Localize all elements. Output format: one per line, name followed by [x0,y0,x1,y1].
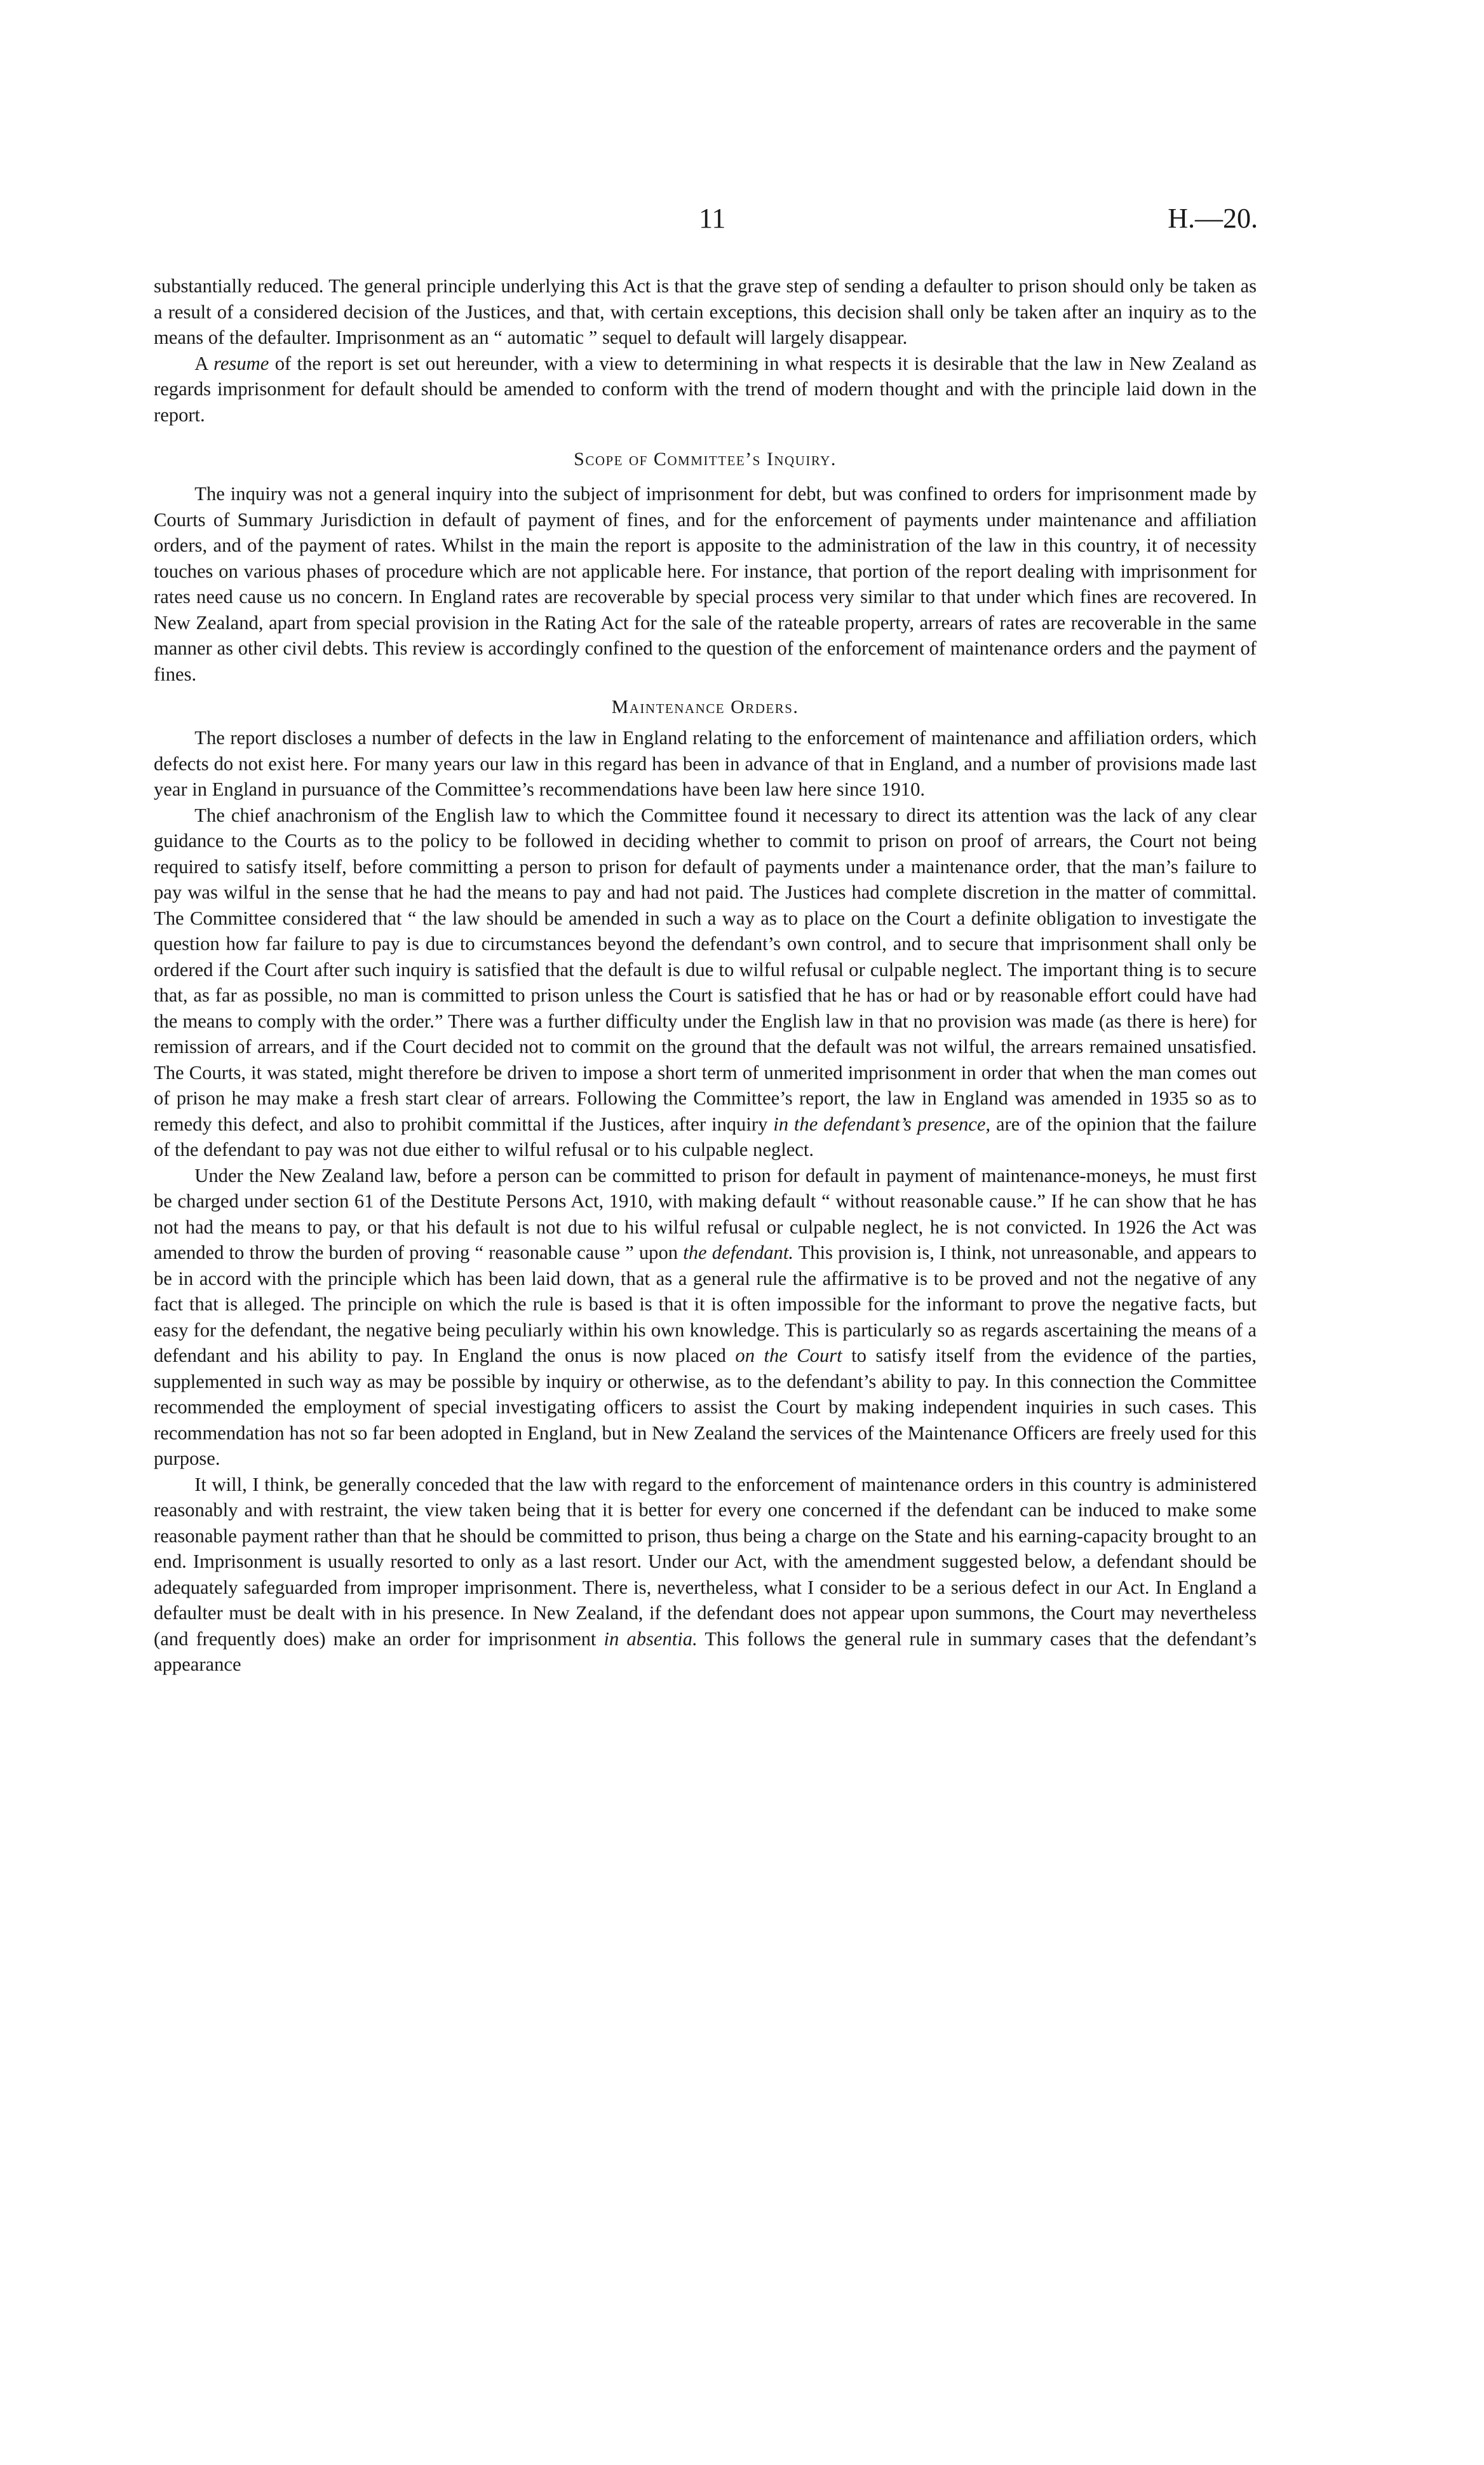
paragraph-report-defects: The report discloses a number of defects in the law in England relating to the enforcement of maintenance and affiliation orders, which defects do not exist here. For many years our law in this regard has been in advance of that in England, and a number of provisions made last year in England in pursuance of the Committee’s recommendations have been law here since 1910. [154,727,1257,800]
italic-on-the-court: on the Court [735,1345,842,1366]
text-segment: This follows the general rule in summary cases that the defendant’s appearance [154,1627,1257,1675]
paragraph-anachronism [154,803,1257,1163]
paragraph-continuation: substantially reduced. The general principle underlying this Act is that the grave step of sending a defaulter to prison should only be taken as a result of a considered decision of the Justices, and that, with certain exceptions, this decision shall only be taken after an inquiry as to the means of the defaulter. Imprisonment as an “ automatic ” sequel to default will largely disappear. [154,275,1257,348]
italic-resume: resume [213,352,269,374]
text-segment: are of the opinion that the failure of the defendant to pay was not due either to wilful refusal or to his culpable neglect. [154,1113,1257,1160]
page-number: 11 [699,203,726,234]
italic-the-defendant: the defendant. [683,1242,793,1263]
paragraph-scope: The inquiry was not a general inquiry into the subject of imprisonment for debt, but was confined to orders for imprisonment made by Courts of Summary Jurisdiction in default of payment of fines, and for the enforcement of payments under maintenance and affiliation orders, and of the payment of rates. Whilst in the main the report is apposite to the administration of the law in this country, it of necessity touches on various phases of procedure which are not applicable here. For instance, that portion of the report dealing with imprisonment for rates need cause us no concern. In England rates are recoverable by special process very similar to that under which fines are recovered. In New Zealand, apart from special provision in the Rating Act for the sale of the rateable property, arrears of rates are recoverable in the same manner as other civil debts. This review is accordingly confined to the question of the enforcement of maintenance orders and the payment of fines. [154,483,1257,685]
document-body [154,273,1257,1678]
text-segment: of the report is set out hereunder, with a view to determining in what respects it is desirable that the law in New Zealand as regards imprisonment for default should be amended to conform with the trend of modern thought and with the principle laid down in the report. [154,352,1257,426]
text-segment: This provision is, I think, not unreasonable, and appears to be in accord with the principle which has been laid down, that as a general rule the affirmative is to be proved and not the negative of any fact that is alleged. The principle on which the rule is based is that it is often impossible for the informant to prove the negative facts, but easy for the defendant, the negative being peculiarly within his own knowledge. This is particularly so as regards ascertaining the means of a defendant and his ability to pay. In England the onus is now placed [154,1242,1257,1366]
paragraph-resume [154,351,1257,428]
paragraph-enforcement [154,1472,1257,1678]
italic-defendant-presence: in the defendant’s presence, [773,1113,991,1135]
text-segment: It will, I think, be generally conceded that the law with regard to the enforcement of maintenance orders in this country is administered reasonably and with restraint, the view taken being that it is better for every one concerned if the defendant can be induced to make some reasonable payment rather than that he should be committed to prison, thus being a charge on the State and his earning-capacity brought to an end. Imprisonment is usually resorted to only as a last resort. Under our Act, with the amendment suggested below, a defendant should be adequately safeguarded from improper imprisonment. There is, nevertheless, what I consider to be a serious defect in our Act. In England a defaulter must be dealt with in his presence. In New Zealand, if the defendant does not appear upon summons, the Court may nevertheless (and frequently does) make an order for imprisonment [154,1473,1257,1650]
text-segment: The chief anachronism of the English law to which the Committee found it necessary to direct its attention was the lack of any clear guidance to the Courts as to the policy to be followed in deciding whether to commit to prison on proof of arrears, the Court not being required to satisfy itself, before committing a person to prison for default of payments under a maintenance order, that the man’s failure to pay was wilful in the sense that he had the means to pay and had not paid. The Justices had complete discretion in the matter of committal. The Committee considered that “ the law should be amended in such a way as to place on the Court a definite obligation to investigate the question how far failure to pay is due to circumstances beyond the defendant’s own control, and to secure that imprisonment shall only be ordered if the Court after such inquiry is satisfied that the default is due to wilful refusal or culpable neglect. The important thing is to secure that, as far as possible, no man is committed to prison unless the Court is satisfied that he has or had or by reasonable effort could have had the means to comply with the order.” There was a further difficulty under the English law in that no provision was made (as there is here) for remission of arrears, and if the Court decided not to commit on the ground that the default was not wilful, the arrears remained unsatisfied. The Courts, it was stated, might therefore be driven to impose a short term of unmerited imprisonment in order that when the man comes out of prison he may make a fresh start clear of arrears. Following the Committee’s report, the law in England was amended in 1935 so as to remedy this defect, and also to prohibit committal if the Justices, after inquiry [154,804,1257,1135]
heading-maintenance-orders: Maintenance Orders. [611,696,799,717]
text-segment: A [194,352,208,374]
paragraph-new-zealand-law [154,1163,1257,1472]
text-segment: Under the New Zealand law, before a person can be committed to prison for default in payment of maintenance-moneys, he must first be charged under section 61 of the Destitute Persons Act, 1910, with making default “ without reasonable cause.” If he can show that he has not had the means to pay, or that his default is not due to his wilful refusal or culpable neglect, he is not convicted. In 1926 the Act was amended to throw the burden of proving “ reasonable cause ” upon [154,1164,1257,1263]
text-segment: to satisfy itself from the evidence of the parties, supplemented in such way as may be possible by inquiry or otherwise, as to the defendant’s ability to pay. In this connection the Committee recommended the employment of special investigating officers to assist the Court by making independent inquiries in such cases. This recommendation has not so far been adopted in England, but in New Zealand the services of the Maintenance Officers are freely used for this purpose. [154,1345,1257,1469]
document-reference: H.—20. [1168,203,1258,234]
heading-scope-of-inquiry: Scope of Committee’s Inquiry. [574,449,837,470]
italic-in-absentia: in absentia. [604,1627,698,1650]
